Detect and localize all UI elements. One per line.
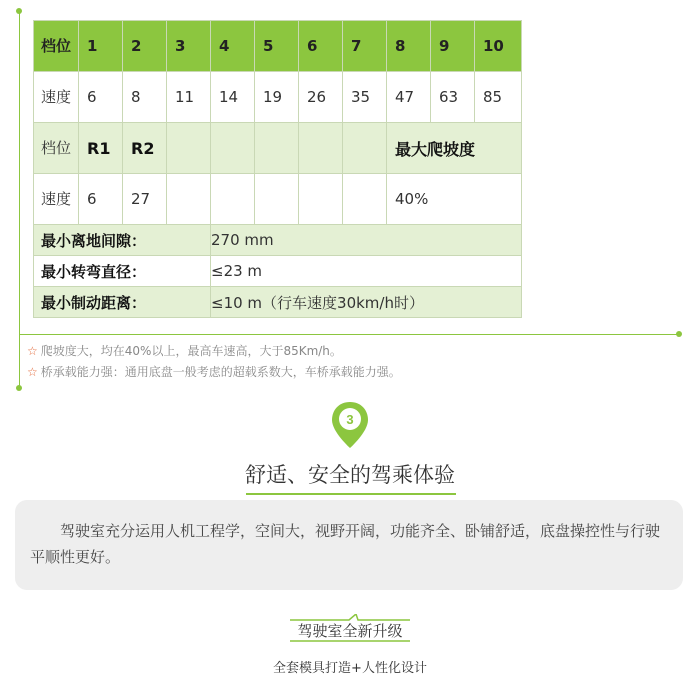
speed-cell: 47 (387, 72, 431, 123)
gear-cell (343, 123, 387, 174)
note-item (27, 362, 401, 383)
speed-cell (211, 174, 255, 225)
gear-cell (167, 123, 211, 174)
gear-header: 档位 (34, 123, 79, 174)
section-title: 舒适、安全的驾乘体验 (245, 463, 455, 487)
gear-cell: R2 (123, 123, 167, 174)
gear-cell: 2 (123, 21, 167, 72)
brake-value: ≤10 m（行车速度30km/h时） (211, 287, 522, 318)
frame-dot-right (676, 331, 682, 337)
note-text: 桥承载能力强：通用底盘一般考虑的超载系数大，车桥承载能力强。 (40, 365, 401, 379)
speed-row (34, 72, 522, 123)
speed-cell: 14 (211, 72, 255, 123)
speed-header: 速度 (34, 174, 79, 225)
note-item (27, 341, 401, 362)
gear-cell: 3 (167, 21, 211, 72)
speed-cell (167, 174, 211, 225)
speed-cell: 6 (79, 72, 123, 123)
gear-header: 档位 (34, 21, 79, 72)
speed-cell: 35 (343, 72, 387, 123)
location-pin-icon (329, 400, 371, 450)
clearance-value: 270 mm (211, 225, 522, 256)
gear-cell: 9 (431, 21, 475, 72)
gear-cell: 7 (343, 21, 387, 72)
section-underline (246, 493, 456, 495)
star-icon: ☆ (27, 344, 38, 358)
frame-horizontal-line (19, 334, 679, 335)
speed-cell (343, 174, 387, 225)
frame-vertical-line (19, 11, 20, 388)
brake-label: 最小制动距离： (34, 287, 211, 318)
gear-row (34, 21, 522, 72)
speed-cell: 63 (431, 72, 475, 123)
speed-cell: 6 (79, 174, 123, 225)
frame-dot-bottom (16, 385, 22, 391)
notes (27, 341, 401, 383)
upgrade-subtitle: 全套模具打造+人性化设计 (273, 661, 427, 676)
gear-cell (299, 123, 343, 174)
gear-cell: 1 (79, 21, 123, 72)
clearance-label: 最小离地间隙： (34, 225, 211, 256)
section-number: 3 (346, 412, 354, 427)
max-grade-value: 40% (387, 174, 522, 225)
clearance-row (34, 225, 522, 256)
note-text: 爬坡度大，均在40%以上，最高车速高，大于85Km/h。 (40, 344, 342, 358)
speed-cell: 85 (475, 72, 522, 123)
speed-cell: 26 (299, 72, 343, 123)
speed-cell: 19 (255, 72, 299, 123)
gear-cell: 10 (475, 21, 522, 72)
section-description: 驾驶室充分运用人机工程学，空间大，视野开阔，功能齐全、卧铺舒适，底盘操控性与行驶平顺性更好。 (30, 522, 661, 566)
spec-table (33, 20, 522, 318)
speed-cell (299, 174, 343, 225)
star-icon: ☆ (27, 365, 38, 379)
turn-row (34, 256, 522, 287)
brake-row (34, 287, 522, 318)
upgrade-title: 驾驶室全新升级 (297, 622, 403, 640)
gear-cell: 5 (255, 21, 299, 72)
gear-cell: 6 (299, 21, 343, 72)
max-grade-header: 最大爬坡度 (387, 123, 522, 174)
gear-cell: 4 (211, 21, 255, 72)
gear-cell: 8 (387, 21, 431, 72)
turn-label: 最小转弯直径： (34, 256, 211, 287)
reverse-gear-row (34, 123, 522, 174)
gear-cell (255, 123, 299, 174)
turn-value: ≤23 m (211, 256, 522, 287)
gear-cell (211, 123, 255, 174)
speed-cell (255, 174, 299, 225)
frame-dot-top (16, 8, 22, 14)
speed-cell: 8 (123, 72, 167, 123)
speed-cell: 11 (167, 72, 211, 123)
reverse-speed-row (34, 174, 522, 225)
gear-cell: R1 (79, 123, 123, 174)
speed-header: 速度 (34, 72, 79, 123)
speed-cell: 27 (123, 174, 167, 225)
